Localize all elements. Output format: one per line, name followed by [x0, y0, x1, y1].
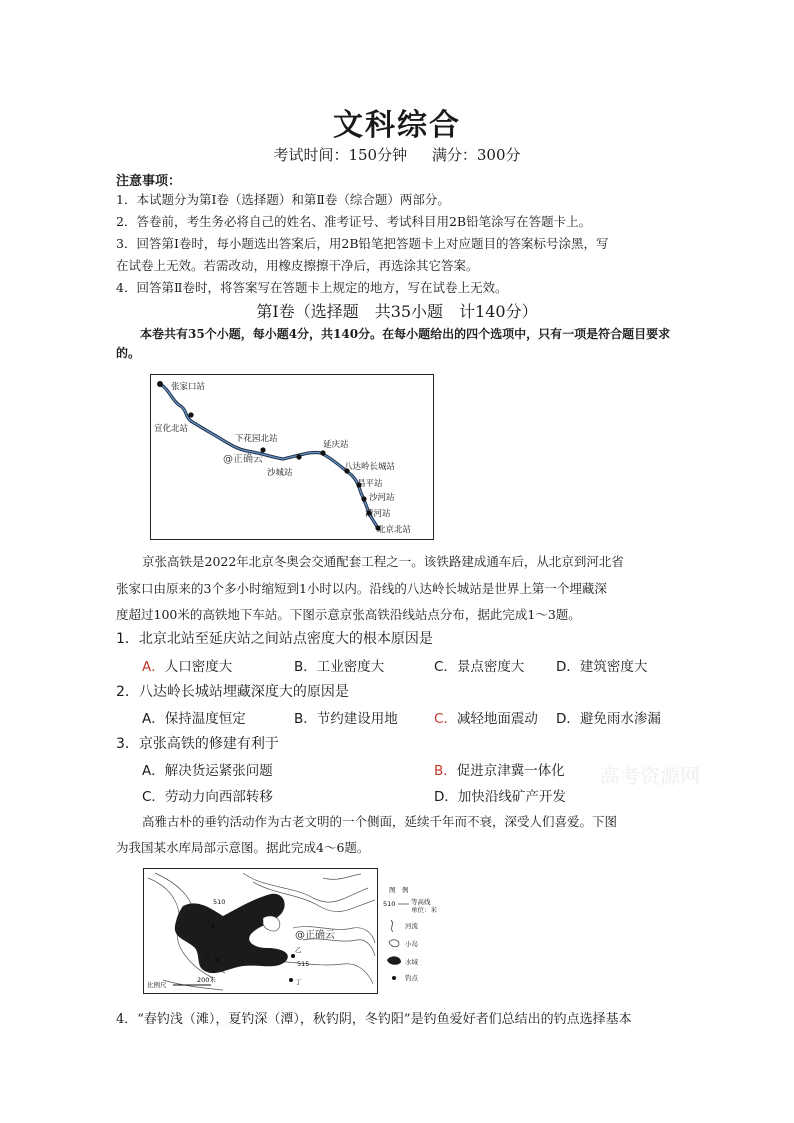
passage1-line-3: 度超过100米的高铁地下车站。下图示意京张高铁沿线站点分布，据此完成1～3题。 [116, 607, 581, 622]
station-dot-shahe [361, 496, 366, 501]
exam-score: 满分：300分 [431, 146, 521, 164]
question-4-stem: 4．“春钓浅（滩），夏钓深（潭），秋钓阴，冬钓阳”是钓鱼爱好者们总结出的钓点选择基本 [116, 1012, 632, 1027]
fishing-spot-bing [215, 958, 219, 962]
q2-option-a: A．保持温度恒定 [142, 711, 246, 727]
station-dot-zhangjiakou [157, 381, 163, 387]
notice-item-4: 4．回答第Ⅱ卷时，将答案写在答题卡上规定的地方，写在试卷上无效。 [116, 280, 508, 295]
station-label-yanqing: 延庆站 [323, 440, 349, 450]
notice-item-2: 2．答卷前，考生务必将自己的姓名、准考证号、考试科目用2B铅笔涂写在答题卡上。 [116, 214, 592, 229]
spot-label-yi: 乙 [295, 946, 302, 954]
legend-water: 水域 [405, 958, 418, 966]
notice-item-3: 3．回答第Ⅰ卷时，每小题选出答案后，用2B铅笔把答题卡上对应题目的答案标号涂黑，写 [116, 236, 609, 251]
legend-island: 小岛 [405, 940, 418, 948]
q1-option-a: A．人口密度大 [142, 659, 233, 675]
passage1-line-1: 京张高铁是2022年北京冬奥会交通配套工程之一。该铁路建成通车后，从北京到河北省 [142, 554, 624, 569]
q1-option-c: C．景点密度大 [434, 659, 525, 675]
section-title: 第Ⅰ卷（选择题 共35小题 计140分） [256, 302, 538, 321]
map2-watermark: @正确云 [295, 930, 335, 941]
faint-watermark: 高考资源网 [600, 764, 700, 788]
railway-line-highlight [160, 384, 378, 528]
notice-item-1: 1．本试题分为第Ⅰ卷（选择题）和第Ⅱ卷（综合题）两部分。 [116, 192, 450, 207]
station-dot-yanqing [320, 450, 325, 455]
question-3-stem: 3．京张高铁的修建有利于 [116, 736, 279, 752]
map-legend [383, 885, 438, 982]
contour-label-510: 510 [213, 898, 226, 906]
reservoir-map [143, 868, 438, 994]
scale-label: 比例尺 [147, 981, 167, 989]
legend-contour-unit: 单位：米 [411, 906, 437, 914]
fishing-spot-yi [291, 954, 295, 958]
q1-option-d: D．建筑密度大 [556, 659, 648, 675]
fishing-spot-ding [289, 978, 293, 982]
passage2-line-1: 高雅古朴的垂钓活动作为古老文明的一个侧面，延续千年而不衰，深受人们喜爱。下图 [142, 814, 618, 829]
reservoir-map-svg [143, 868, 438, 994]
station-dot-shacheng [296, 454, 301, 459]
railway-map [150, 374, 434, 540]
q2-option-c: C．减轻地面震动 [434, 711, 538, 727]
station-label-xiahuayuan: 下花园北站 [235, 434, 278, 444]
station-label-badaling: 八达岭长城站 [344, 462, 396, 472]
station-dot-xuanhua [188, 412, 193, 417]
q3-option-b: B．促进京津冀一体化 [434, 763, 565, 779]
notice-heading: 注意事项： [116, 174, 182, 189]
q3-option-d: D．加快沿线矿产开发 [434, 789, 566, 805]
notice-item-3-cont: 在试卷上无效。若需改动，用橡皮擦擦干净后，再选涂其它答案。 [116, 258, 479, 273]
question-2-stem: 2．八达岭长城站埋藏深度大的原因是 [116, 684, 349, 700]
legend-contour: 等高线 [411, 898, 431, 906]
q2-option-d: D．避免雨水渗漏 [556, 711, 661, 727]
q1-option-b: B．工业密度大 [294, 659, 385, 675]
spot-label-jia: 甲 [205, 916, 212, 924]
station-label-qinghe: 清河站 [365, 509, 391, 519]
q2-option-b: B．节约建设用地 [294, 711, 398, 727]
question-1-stem: 1．北京北站至延庆站之间站点密度大的根本原因是 [116, 631, 433, 647]
railway-map-svg [151, 375, 433, 539]
fishing-spot-jia [211, 924, 215, 928]
passage1-line-2: 张家口由原来的3个多小时缩短到1小时以内。沿线的八达岭长城站是世界上第一个埋藏深 [116, 581, 607, 596]
map1-watermark: @正确云 [223, 454, 263, 465]
legend-contour-value: 510 [383, 900, 396, 908]
section-instruction: 本卷共有35个小题，每小题4分，共140分。在每小题给出的四个选项中，只有一项是符合题目要求的。 [116, 327, 671, 360]
legend-title: 图 例 [389, 886, 409, 894]
scale-value: 200米 [197, 976, 216, 984]
q3-option-a: A．解决货运紧张问题 [142, 763, 273, 779]
station-label-shahe: 沙河站 [369, 493, 395, 503]
station-dot-xiahuayuan [260, 447, 265, 452]
exam-info [0, 144, 794, 165]
spot-label-ding: 丁 [295, 978, 302, 986]
station-label-shacheng: 沙城站 [267, 468, 293, 478]
station-label-changping: 昌平站 [357, 479, 383, 489]
legend-river: 河流 [405, 922, 418, 930]
station-label-zhangjiakou: 张家口站 [171, 382, 206, 392]
q3-option-c: C．劳动力向西部转移 [142, 789, 273, 805]
passage2-line-2: 为我国某水库局部示意图。据此完成4～6题。 [116, 840, 370, 855]
station-label-xuanhua: 宣化北站 [154, 424, 189, 434]
station-label-beijingbei: 北京北站 [377, 525, 412, 535]
spot-label-bing: 丙 [203, 952, 210, 960]
exam-time: 考试时间：150分钟 [273, 146, 408, 164]
contour-label-515: 515 [297, 960, 310, 968]
page-title: 文科综合 [333, 108, 461, 143]
legend-spot: 钓点 [405, 974, 418, 982]
